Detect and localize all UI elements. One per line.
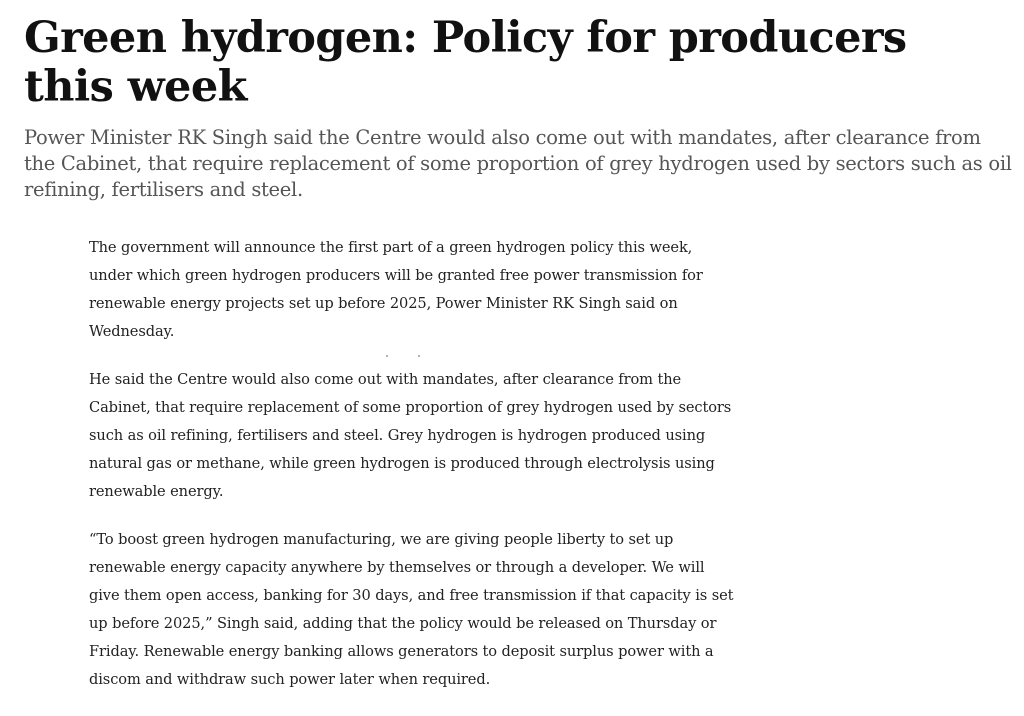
article-standfirst: Power Minister RK Singh said the Centre would also come out with mandates, after clearance from the Cabinet, that require replacement of some proportion of grey hydrogen used by sectors such as oil refining, fertilisers and steel. xyxy=(24,126,1012,201)
article-paragraph: The government will announce the first part of a green hydrogen policy this week, under which green hydrogen producers will be granted free power transmission for renewable energy projects set up before 2025, Power Minister RK Singh said on Wednesday. xyxy=(89,239,703,340)
ad-placeholder-dots xyxy=(386,353,426,359)
article-headline: Green hydrogen: Policy for producers this week xyxy=(24,13,907,112)
article-paragraph: He said the Centre would also come out with mandates, after clearance from the Cabinet, that require replacement of some proportion of grey hydrogen used by sectors such as oil refining, fertilisers and steel. Grey hydrogen is hydrogen produced using natural gas or methane, while green hydrogen is produced through electrolysis using renewable energy. xyxy=(89,371,732,500)
article-paragraph: “To boost green hydrogen manufacturing, we are giving people liberty to set up renewable energy capacity anywhere by themselves or through a developer. We will give them open access, banking for 30 days, and free transmission if that capacity is set up before 2025,” Singh said, adding that the policy would be released on Thursday or Friday. Renewable energy banking allows generators to deposit surplus power with a discom and withdraw such power later when required. xyxy=(89,531,734,688)
